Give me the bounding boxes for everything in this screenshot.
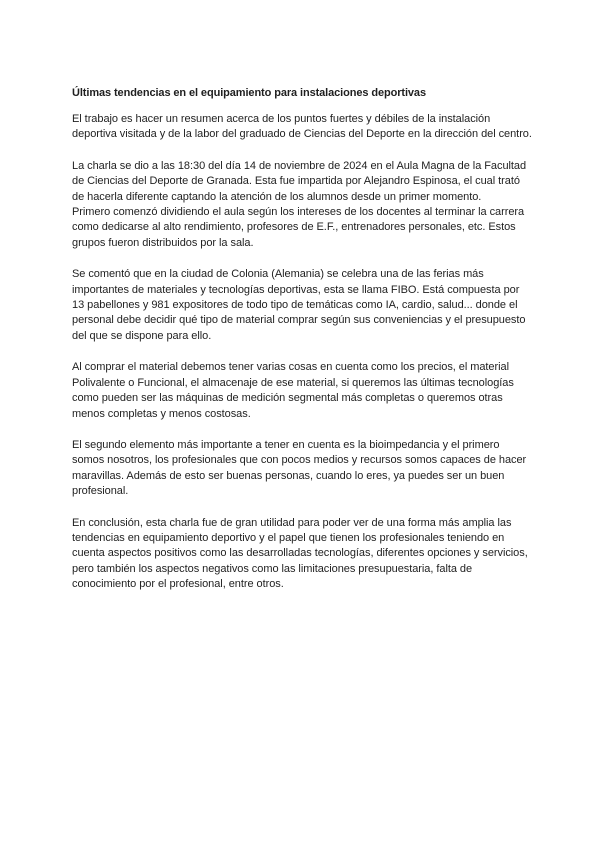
- paragraph-conclusion: En conclusión, esta charla fue de gran utilidad para poder ver de una forma más amplia las tendencias en equipamiento deportivo y el papel que tienen los profesionales teniendo en cuenta aspectos positivos como las desarrolladas tecnologías, diferentes opciones y servicios, pero también los aspectos negativos como las limitaciones presupuestaria, falta de conocimiento por el profesional, entre otros.: [72, 516, 528, 591]
- paragraph-groups: Primero comenzó dividiendo el aula según los intereses de los docentes al terminar la carrera como dedicarse al alto rendimiento, profesores de E.F., entrenadores personales, etc. Estos grupos fueron distribuidos por la sala.: [72, 206, 525, 249]
- paragraph-talk-details: La charla se dio a las 18:30 del día 14 de noviembre de 2024 en el Aula Magna de la Facultad de Ciencias del Deporte de Granada. Esta fue impartida por Alejandro Espinosa, el cual trató de hacerla diferente captando la atención de los alumnos desde un primer momento.: [72, 159, 527, 203]
- paragraph-professionals: El segundo elemento más importante a tener en cuenta es la bioimpedancia y el primero somos nosotros, los profesionales que con pocos medios y recursos somos capaces de hacer maravillas. Además de esto ser buenas personas, cuando lo eres, ya puedes ser un buen profesional.: [72, 438, 527, 498]
- document-title: Últimas tendencias en el equipamiento para instalaciones deportivas: [72, 87, 426, 99]
- document-body: [72, 86, 532, 609]
- paragraph-fibo: Se comentó que en la ciudad de Colonia (Alemania) se celebra una de las ferias más importantes de materiales y tecnologías deportivas, esta se llama FIBO. Está compuesta por 13 pabellones y 981 expositores de todo tipo de temáticas como IA, cardio, salud... donde el personal debe decidir qué tipo de material comprar según sus conveniencias y el presupuesto del que se dispone para ello.: [72, 268, 526, 342]
- paragraph-intro: El trabajo es hacer un resumen acerca de los puntos fuertes y débiles de la instalación deportiva visitada y de la labor del graduado de Ciencias del Deporte en la dirección del centro.: [72, 113, 532, 141]
- paragraph-purchase-criteria: Al comprar el material debemos tener varias cosas en cuenta como los precios, el material Polivalente o Funcional, el almacenaje de ese material, si queremos las últimas tecnologías como pueden ser las máquinas de medición segmental más completas o queremos otras menos completas y menos costosas.: [72, 361, 514, 420]
